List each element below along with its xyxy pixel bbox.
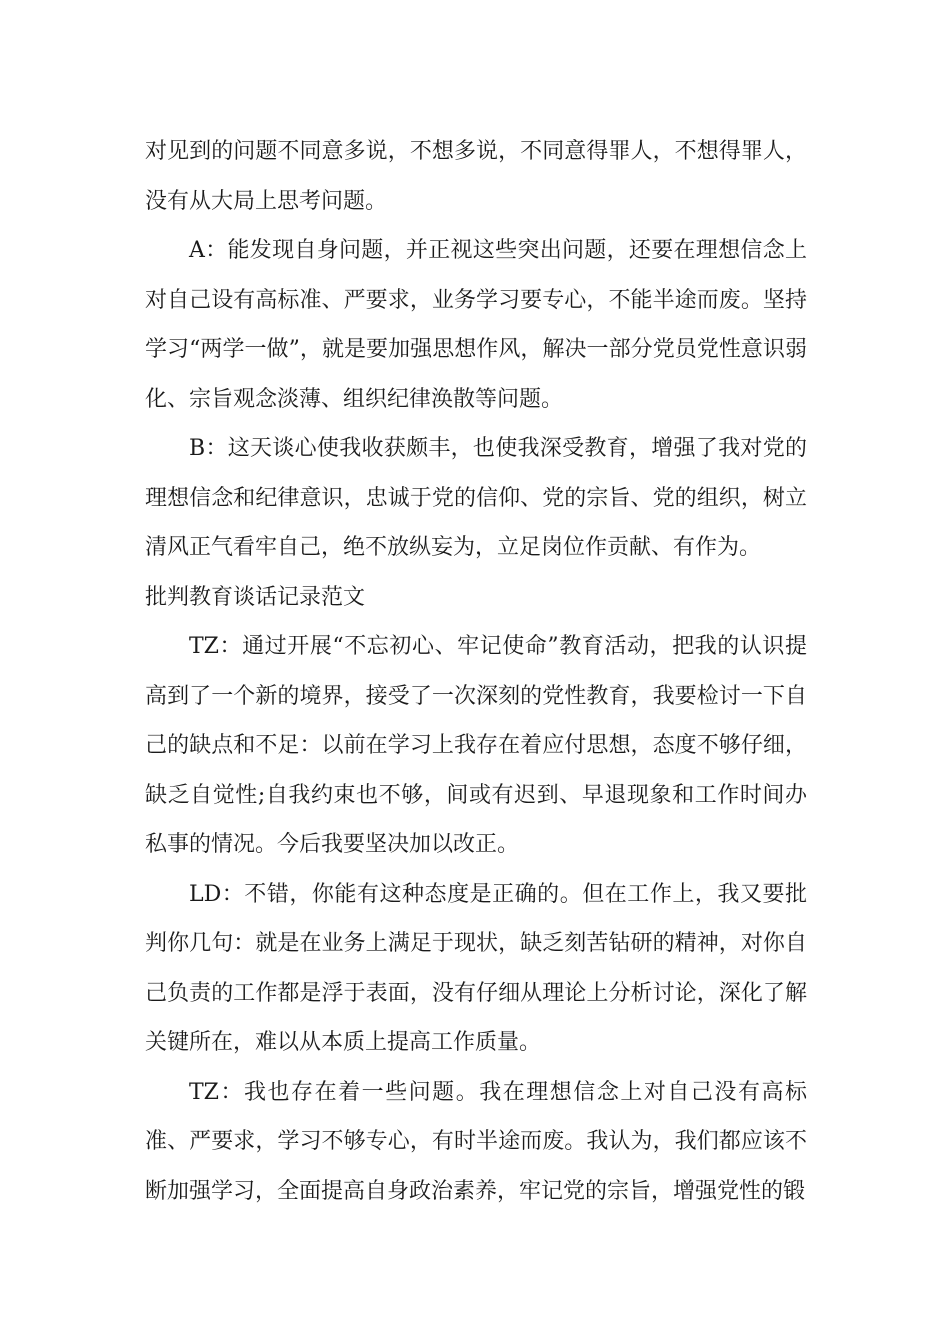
paragraph-tz-statement-1: TZ：通过开展“不忘初心、牢记使命”教育活动，把我的认识提高到了一个新的境界，接受了一次深刻的党性教育，我要检讨一下自己的缺点和不足：以前在学习上我存在着应付思想，态度不够仔细，缺乏自觉性;自我约束也不够，间或有迟到、早退现象和工作时间办私事的情况。今后我要坚决加以改正。 (145, 634, 807, 857)
paragraph-b-statement: B：这天谈心使我收获颇丰，也使我深受教育，增强了我对党的理想信念和纪律意识，忠诚于党的信仰、党的宗旨、党的组织，树立清风正气看牢自己，绝不放纵妄为，立足岗位作贡献、有作为。 (145, 436, 807, 560)
paragraph-continuation: 对见到的问题不同意多说，不想多说，不同意得罪人，不想得罪人，没有从大局上思考问题。 (145, 139, 807, 214)
document-body (145, 127, 807, 1216)
section-heading: 批判教育谈话记录范文 (145, 584, 366, 610)
paragraph-a-statement: A：能发现自身问题，并正视这些突出问题，还要在理想信念上对自己设有高标准、严要求，业务学习要专心，不能半途而废。坚持学习“两学一做”，就是要加强思想作风，解决一部分党员党性意识弱化、宗旨观念淡薄、组织纪律涣散等问题。 (145, 238, 807, 412)
paragraph-tz-statement-2: TZ：我也存在着一些问题。我在理想信念上对自己没有高标准、严要求，学习不够专心，有时半途而废。我认为，我们都应该不断加强学习，全面提高自身政治素养，牢记党的宗旨，增强党性的锻 (145, 1079, 807, 1204)
paragraph-ld-statement: LD：不错，你能有这种态度是正确的。但在工作上，我又要批判你几句：就是在业务上满足于现状，缺乏刻苦钻研的精神，对你自己负责的工作都是浮于表面，没有仔细从理论上分析讨论，深化了解关键所在，难以从本质上提高工作质量。 (145, 881, 807, 1055)
